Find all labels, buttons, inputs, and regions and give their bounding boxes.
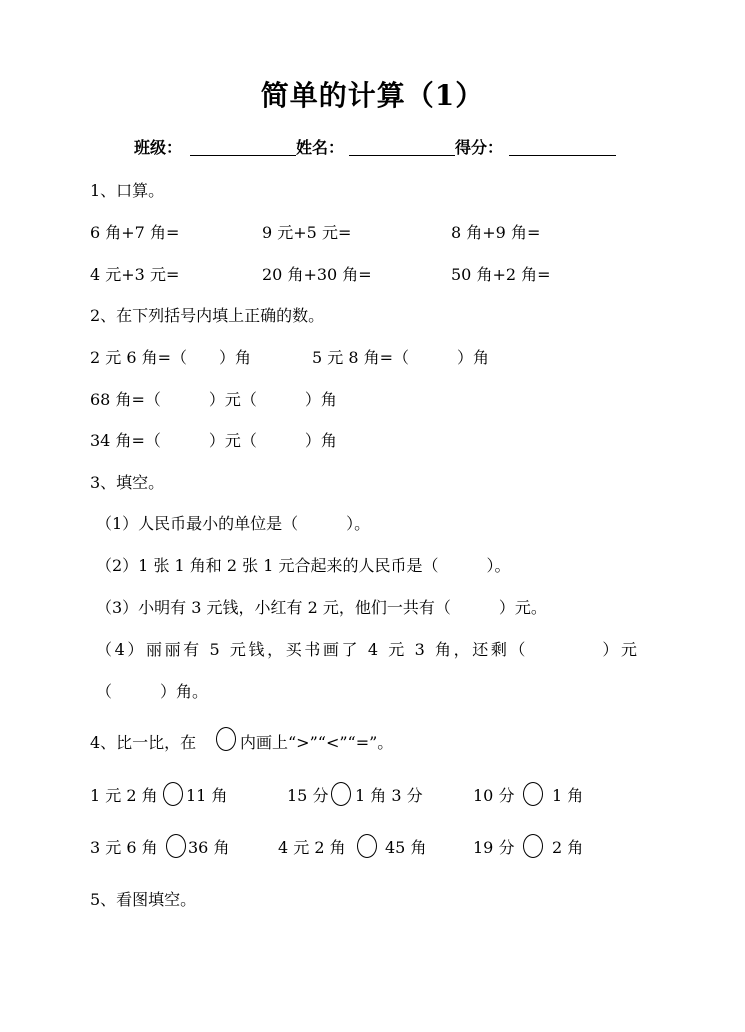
- compare-circle[interactable]: [166, 834, 186, 858]
- q1-item: 20 角+30 角=: [262, 265, 372, 284]
- q1-item: 4 元+3 元=: [90, 265, 180, 284]
- class-blank[interactable]: [190, 155, 296, 156]
- q3-item: （3）小明有 3 元钱，小红有 2 元，他们一共有（ ）元。: [96, 598, 547, 617]
- q3-item: （1）人民币最小的单位是（ ）。: [96, 514, 371, 533]
- name-blank[interactable]: [349, 155, 455, 156]
- q2-row: 5 元 8 角=（ ）角: [312, 348, 490, 367]
- compare-right: 2 角: [552, 838, 584, 857]
- class-label: 班级：: [134, 138, 183, 157]
- compare-circle[interactable]: [523, 834, 543, 858]
- q3-item-continuation: （ ）角。: [96, 682, 209, 701]
- compare-circle[interactable]: [331, 782, 351, 806]
- q1-item: 6 角+7 角=: [90, 223, 180, 242]
- compare-circle[interactable]: [523, 782, 543, 806]
- compare-left: 4 元 2 角: [278, 838, 346, 857]
- q2-row: 34 角=（ ）元（ ）角: [90, 431, 337, 450]
- score-blank[interactable]: [509, 155, 616, 156]
- q3-heading: 3、填空。: [90, 473, 165, 492]
- compare-right: 11 角: [186, 786, 228, 805]
- q1-item: 50 角+2 角=: [451, 265, 551, 284]
- q2-heading: 2、在下列括号内填上正确的数。: [90, 306, 325, 325]
- q1-item: 8 角+9 角=: [451, 223, 541, 242]
- compare-left: 10 分: [473, 786, 515, 805]
- q1-item: 9 元+5 元=: [262, 223, 352, 242]
- compare-left: 19 分: [473, 838, 515, 857]
- q2-row: 2 元 6 角=（ ）角: [90, 348, 252, 367]
- compare-left: 3 元 6 角: [90, 838, 158, 857]
- q4-heading-rest: 内画上“>”“<”“=”。: [240, 733, 394, 752]
- compare-right: 36 角: [188, 838, 230, 857]
- compare-right: 45 角: [385, 838, 427, 857]
- page-title: 简单的计算（1）: [260, 79, 485, 112]
- q3-item: （2）1 张 1 角和 2 张 1 元合起来的人民币是（ ）。: [96, 556, 511, 575]
- compare-circle[interactable]: [357, 834, 377, 858]
- compare-left: 15 分: [287, 786, 329, 805]
- compare-circle[interactable]: [163, 782, 183, 806]
- score-label: 得分：: [455, 138, 504, 157]
- compare-right: 1 角: [552, 786, 584, 805]
- q5-heading: 5、看图填空。: [90, 890, 197, 909]
- name-label: 姓名：: [296, 138, 345, 157]
- q2-row: 68 角=（ ）元（ ）角: [90, 390, 337, 409]
- q3-item: （4）丽丽有 5 元钱，买书画了 4 元 3 角，还剩（ ）元: [96, 640, 640, 659]
- compare-right: 1 角 3 分: [355, 786, 423, 805]
- compare-left: 1 元 2 角: [90, 786, 158, 805]
- circle-icon: [216, 727, 236, 751]
- q4-heading: 4、比一比，在: [90, 733, 197, 752]
- q1-heading: 1、口算。: [90, 181, 165, 200]
